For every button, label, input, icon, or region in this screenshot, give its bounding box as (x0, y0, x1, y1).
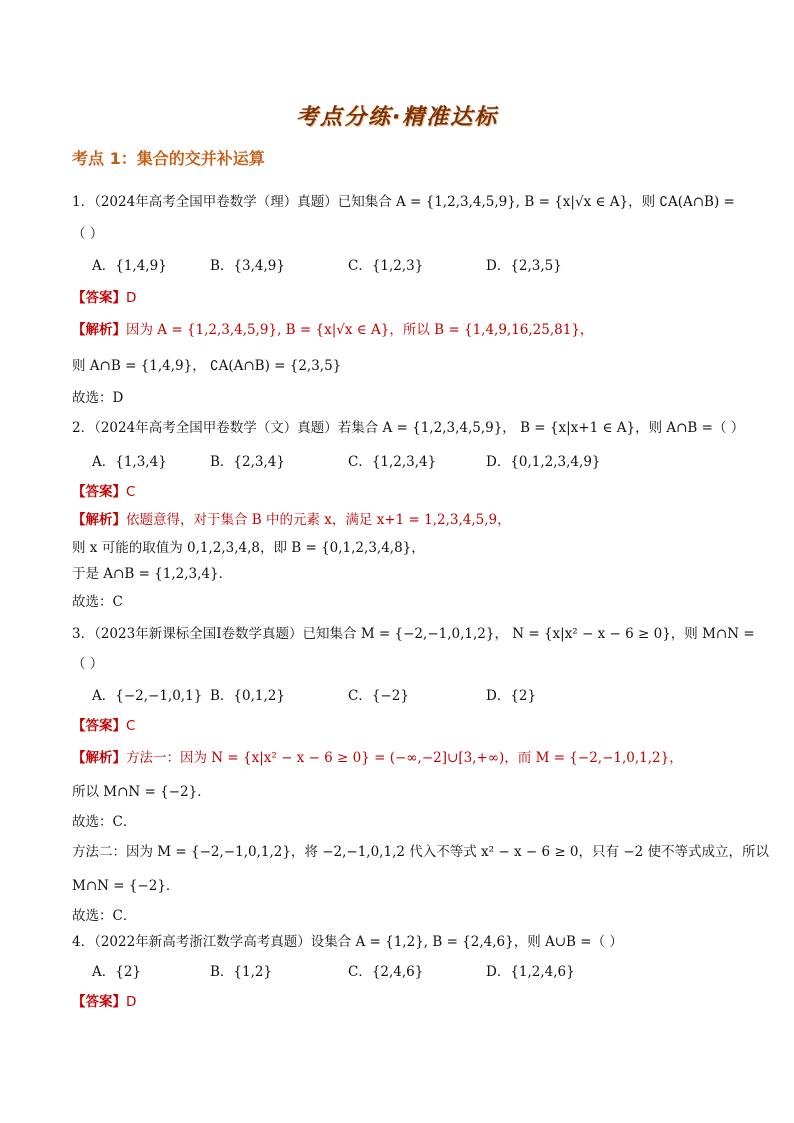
analysis-tag: 【解析】 (72, 322, 126, 338)
answer-tag: 【答案】 (72, 718, 126, 734)
section-title: 考点 1：集合的交并补运算 (72, 149, 265, 168)
analysis-text: 因为 A = {1,2,3,4,5,9}, B = {x|√x ∈ A}，所以 B = {1,4,9,16,25,81}， (126, 322, 594, 338)
q4-option-d: D．{1,2,4,6} (486, 964, 575, 980)
q4-answer (72, 990, 136, 1010)
analysis-tag: 【解析】 (72, 750, 126, 766)
analysis-tag: 【解析】 (72, 512, 126, 528)
q3-analysis-3: 故选：C． (72, 814, 137, 830)
q1-paren: （ ） (72, 226, 104, 242)
q1-answer (72, 286, 136, 306)
q3-option-d: D．{2} (486, 688, 537, 704)
q2-option-a: A．{1,3,4} (92, 454, 167, 470)
q1-option-d: D．{2,3,5} (486, 258, 562, 274)
q3-analysis-5: M∩N = {−2}． (72, 878, 180, 894)
q1-stem: 1．（2024年高考全国甲卷数学（理）真题）已知集合 A = {1,2,3,4,5,9}, B = {x|√x ∈ A}，则 ∁A(A∩B) = (72, 194, 735, 210)
banner-title: 考点分练·精准达标 (295, 105, 499, 130)
q2-answer (72, 480, 135, 500)
answer-value: D (126, 994, 137, 1010)
answer-tag: 【答案】 (72, 290, 126, 306)
answer-value: D (126, 290, 137, 306)
q3-analysis-6: 故选：C． (72, 908, 137, 924)
q3-stem: 3．（2023年新课标全国Ⅰ卷数学真题）已知集合 M = {−2,−1,0,1,2}， N = {x|x² − x − 6 ≥ 0}，则 M∩N = (72, 626, 755, 642)
q3-option-c: C．{−2} (348, 688, 409, 704)
q1-option-b: B．{3,4,9} (210, 258, 285, 274)
q2-option-b: B．{2,3,4} (210, 454, 285, 470)
q3-analysis-2: 所以 M∩N = {−2}． (72, 784, 211, 800)
q3-option-a: A．{−2,−1,0,1} (92, 688, 203, 704)
answer-value: C (126, 484, 136, 500)
answer-tag: 【答案】 (72, 484, 126, 500)
q1-analysis-2: 则 A∩B = {1,4,9}， ∁A(A∩B) = {2,3,5} (72, 358, 342, 374)
q4-option-a: A．{2} (92, 964, 142, 980)
q3-option-b: B．{0,1,2} (210, 688, 285, 704)
analysis-text: 方法一：因为 N = {x|x² − x − 6 ≥ 0} = (−∞,−2]∪[3,+∞)，而 M = {−2,−1,0,1,2}， (126, 750, 683, 766)
q2-analysis-4: 故选：C (72, 594, 123, 610)
q2-stem: 2．（2024年高考全国甲卷数学（文）真题）若集合 A = {1,2,3,4,5,9}， B = {x|x+1 ∈ A}，则 A∩B =（ ） (72, 420, 745, 436)
q1-option-c: C．{1,2,3} (348, 258, 424, 274)
analysis-text: 依题意得，对于集合 B 中的元素 x，满足 x+1 = 1,2,3,4,5,9， (126, 512, 511, 528)
q3-analysis-4: 方法二：因为 M = {−2,−1,0,1,2}，将 −2,−1,0,1,2 代入不等式 x² − x − 6 ≥ 0，只有 −2 使不等式成立，所以 (72, 844, 770, 860)
q1-analysis-1 (72, 318, 593, 338)
q2-option-c: C．{1,2,3,4} (348, 454, 437, 470)
answer-value: C (126, 718, 136, 734)
q4-option-c: C．{2,4,6} (348, 964, 424, 980)
q3-answer (72, 714, 135, 734)
q2-analysis-3: 于是 A∩B = {1,2,3,4}． (72, 566, 233, 582)
q3-paren: （ ） (72, 656, 104, 672)
q2-option-d: D．{0,1,2,3,4,9} (486, 454, 601, 470)
q4-stem: 4．（2022年新高考浙江数学高考真题）设集合 A = {1,2}, B = {2,4,6}，则 A∪B =（ ） (72, 934, 623, 950)
q2-analysis-1 (72, 508, 511, 528)
q1-analysis-3: 故选：D (72, 390, 124, 406)
answer-tag: 【答案】 (72, 994, 126, 1010)
q4-option-b: B．{1,2} (210, 964, 273, 980)
q3-analysis-1 (72, 746, 683, 766)
q2-analysis-2: 则 x 可能的取值为 0,1,2,3,4,8，即 B = {0,1,2,3,4,8}， (72, 540, 425, 556)
q1-option-a: A．{1,4,9} (92, 258, 167, 274)
